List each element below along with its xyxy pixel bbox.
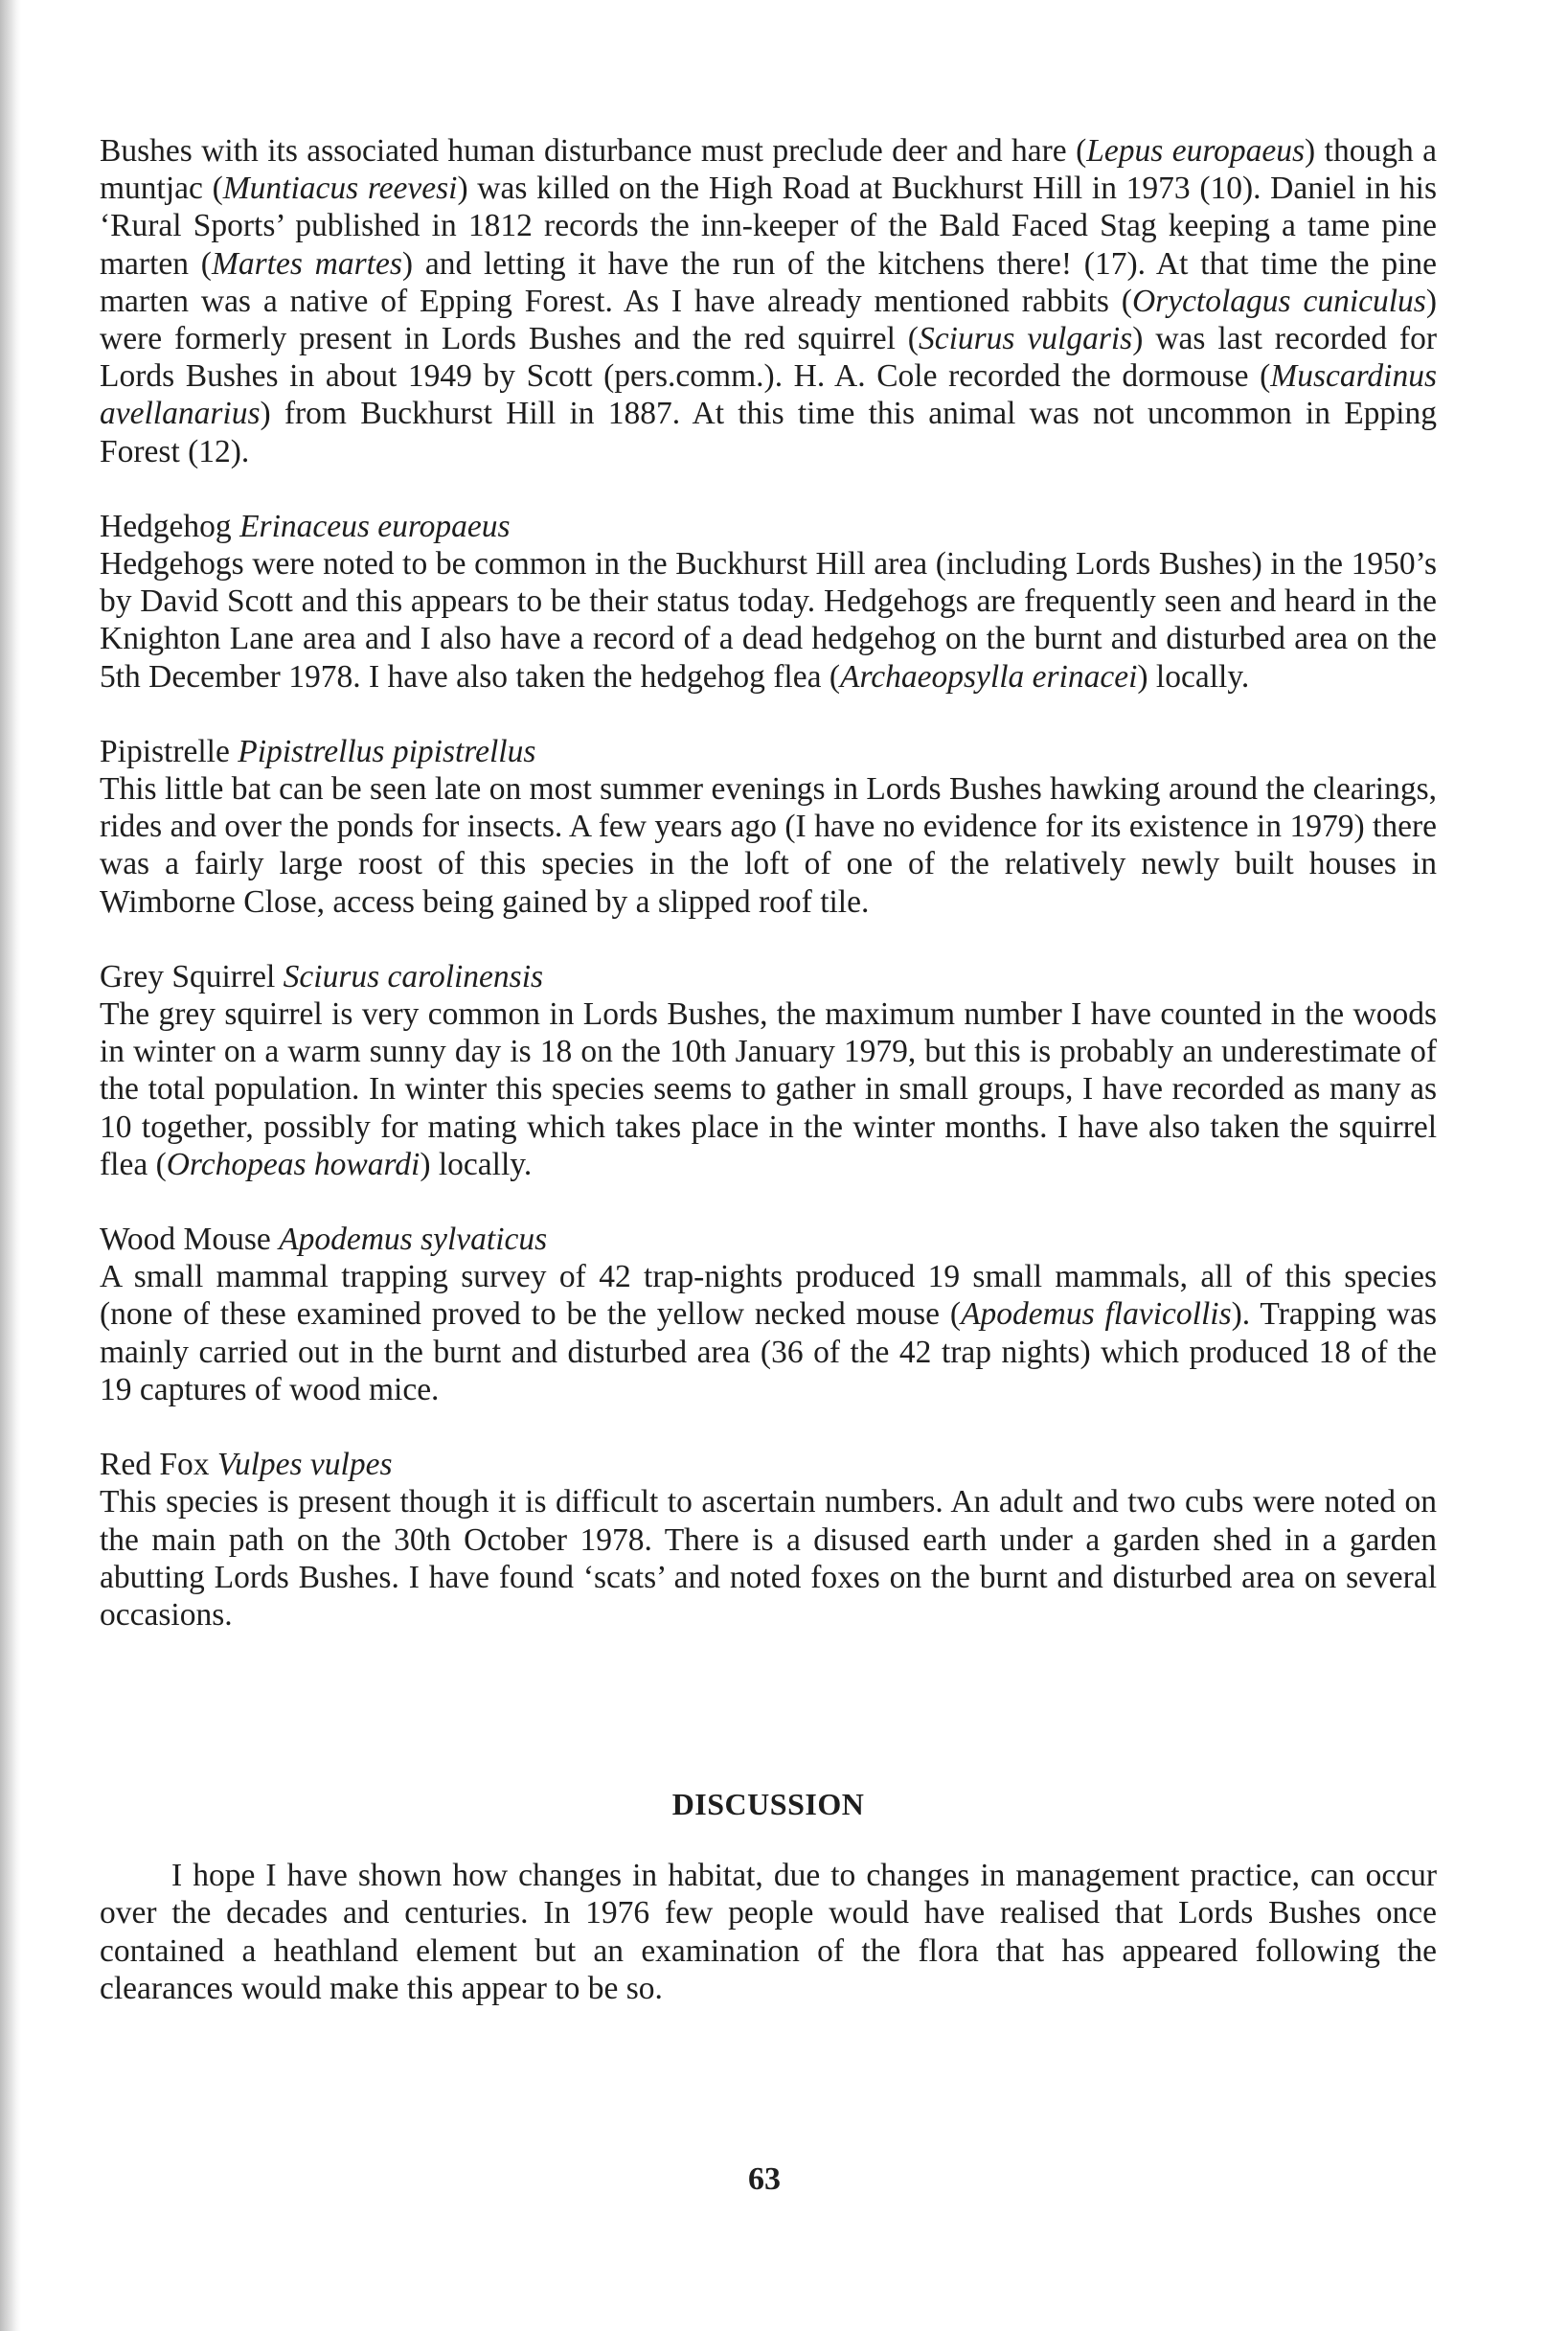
species-heading	[100, 1446, 1437, 1483]
scientific-name: Orchopeas howardi	[166, 1146, 420, 1182]
species-paragraph	[100, 770, 1437, 921]
species-section-grey-squirrel	[100, 958, 1437, 1183]
scientific-name: Apodemus flavicollis	[961, 1296, 1232, 1333]
scientific-name: Oryctolagus cuniculus	[1131, 283, 1426, 319]
text-segment: This species is present though it is difficult to ascertain numbers. An adult and two cubs were noted on the main path on the 30th October 1978. There is a disused earth under a garden shed in a garden abutting Lords Bushes. I have found ‘scats’ and noted foxes on the burnt and disturbed area on several occasions.	[100, 1484, 1437, 1633]
page-number: 63	[748, 2161, 781, 2197]
text-segment: This little bat can be seen late on most summer evenings in Lords Bushes hawking around the clearings, rides and over the ponds for insects. A few years ago (I have no evidence for its existence in 1979) there was a fairly large roost of this species in the loft of one of the relatively newly built houses in Wimborne Close, access being gained by a slipped roof tile.	[100, 771, 1437, 920]
scientific-name: Archaeopsylla erinacei	[840, 658, 1138, 695]
species-common-name: Red Fox	[100, 1447, 217, 1483]
species-section-pipistrelle	[100, 733, 1437, 921]
text-segment: Hedgehogs were noted to be common in the Buckhurst Hill area (including Lords Bushes) in the 1950’s by David Scott and this appears to be their status today. Hedgehogs are frequently seen and heard in the Knighton Lane area and I also have a record of a dead hedgehog on the burnt and disturbed area on the 5th December 1978. I have also taken the hedgehog flea (	[100, 546, 1437, 695]
text-segment: ) from Buckhurst Hill in 1887. At this time this animal was not uncommon in Epping Forest (12).	[100, 396, 1437, 469]
discussion-paragraph: I hope I have shown how changes in habitat, due to changes in management practice, can occur over the decades and centuries. In 1976 few people would have realised that Lords Bushes once contained a heathland element but an examination of the flora that has appeared following the clearances would make this appear to be so.	[100, 1858, 1437, 2006]
species-scientific-name: Sciurus carolinensis	[283, 958, 544, 994]
species-section-red-fox	[100, 1446, 1437, 1634]
species-paragraph	[100, 1483, 1437, 1634]
text-segment: Bushes with its associated human disturbance must preclude deer and hare (	[100, 133, 1087, 169]
scan-edge-shadow	[0, 0, 21, 2331]
scientific-name: Martes martes	[211, 245, 402, 282]
document-page	[100, 132, 1437, 2007]
species-paragraph	[100, 995, 1437, 1183]
species-common-name: Hedgehog	[100, 508, 240, 544]
intro-paragraph	[100, 132, 1437, 470]
text-segment: ). Trapping was mainly carried out in the burnt and disturbed area (36 of the 42 trap nights) which produced 18 of the 19 captures of wood mice.	[100, 1296, 1438, 1407]
scientific-name: Lepus europaeus	[1086, 133, 1306, 169]
species-paragraph	[100, 545, 1437, 696]
species-heading	[100, 508, 1437, 545]
text-segment: ) was killed on the High Road at Buckhurst Hill in 1973 (10). Daniel in his ‘Rural Sports’ published in 1812 records the inn-keeper of the Bald Faced Stag keeping a tame pine marten (	[100, 171, 1437, 282]
species-heading	[100, 958, 1437, 995]
text-segment: ) was last recorded for Lords Bushes in about 1949 by Scott (pers.comm.). H. A. Cole recorded the dormouse (	[100, 321, 1437, 395]
species-scientific-name: Vulpes vulpes	[216, 1447, 393, 1483]
species-heading	[100, 1221, 1437, 1258]
species-scientific-name: Erinaceus europaeus	[239, 508, 511, 544]
species-section-wood-mouse	[100, 1221, 1437, 1408]
species-scientific-name: Pipistrellus pipistrellus	[238, 733, 536, 769]
species-scientific-name: Apodemus sylvaticus	[279, 1222, 548, 1258]
species-heading	[100, 733, 1437, 770]
scientific-name: Muscardinus avellanarius	[100, 358, 1437, 432]
text-segment: ) and letting it have the run of the kitchens there! (17). At that time the pine marten was a native of Epping Forest. As I have already mentioned rabbits (	[100, 245, 1437, 319]
text-segment: A small mammal trapping survey of 42 trap-nights produced 19 small mammals, all of this species (none of these examined proved to be the yellow necked mouse (	[100, 1259, 1437, 1333]
text-segment: ) locally.	[420, 1146, 533, 1182]
species-common-name: Grey Squirrel	[100, 958, 284, 994]
scientific-name: Sciurus vulgaris	[918, 321, 1133, 357]
species-common-name: Wood Mouse	[100, 1222, 280, 1258]
discussion-heading: DISCUSSION	[671, 1787, 865, 1822]
text-segment: ) locally.	[1137, 658, 1250, 695]
text-segment: ) though a muntjac (	[100, 133, 1437, 207]
text-segment: The grey squirrel is very common in Lords Bushes, the maximum number I have counted in the woods in winter on a warm sunny day is 18 on the 10th January 1979, but this is probably an underestimate of the total population. In winter this species seems to gather in small groups, I have recorded as many as 10 together, possibly for mating which takes place in the winter months. I have also taken the squirrel flea (	[100, 996, 1437, 1182]
species-section-hedgehog	[100, 508, 1437, 696]
scientific-name: Muntiacus reevesi	[222, 171, 458, 207]
text-segment: ) were formerly present in Lords Bushes and the red squirrel (	[100, 283, 1437, 357]
species-paragraph	[100, 1258, 1437, 1408]
species-common-name: Pipistrelle	[100, 733, 239, 769]
